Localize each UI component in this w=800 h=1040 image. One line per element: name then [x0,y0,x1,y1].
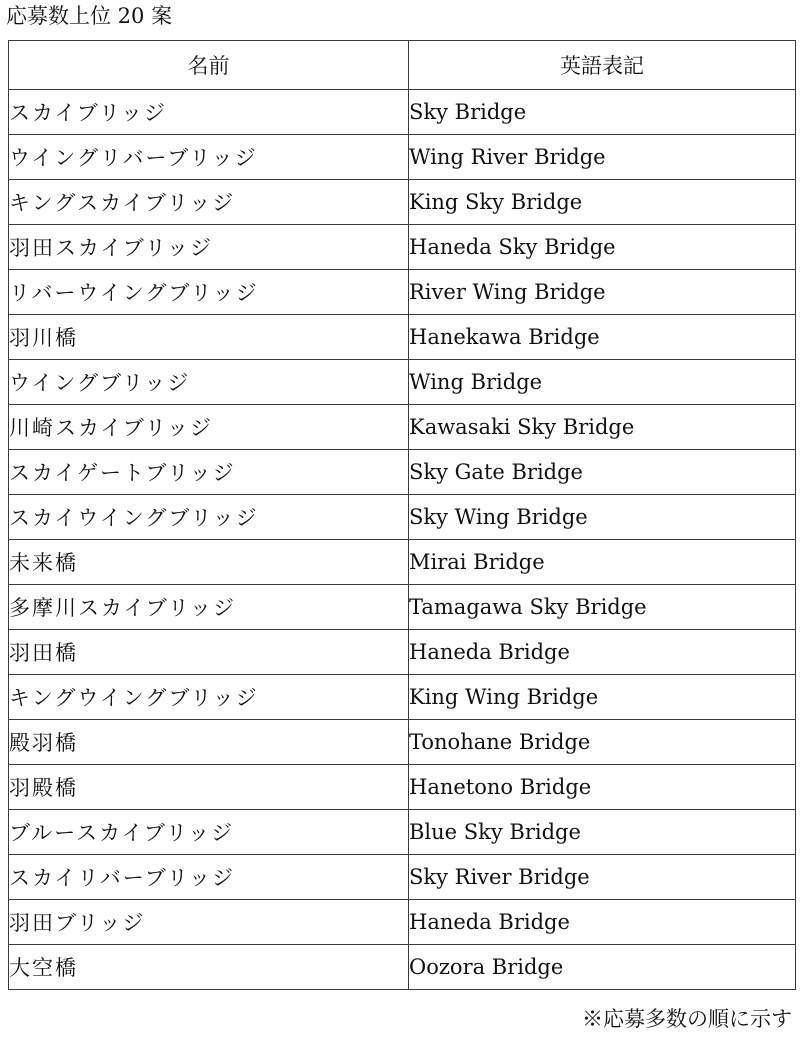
table-row [9,855,796,900]
english-name-cell: Tamagawa Sky Bridge [409,585,796,630]
japanese-name-cell: ウイングリバーブリッジ [9,135,409,180]
japanese-name-cell: 羽田ブリッジ [9,900,409,945]
bridge-names-table [8,40,796,990]
japanese-name-cell: 羽田スカイブリッジ [9,225,409,270]
table-row [9,135,796,180]
table-header-row [9,41,796,90]
table-row [9,495,796,540]
japanese-name-cell: キングスカイブリッジ [9,180,409,225]
table-body [9,90,796,990]
japanese-name-cell: スカイウイングブリッジ [9,495,409,540]
english-name-cell: Sky River Bridge [409,855,796,900]
english-name-cell: River Wing Bridge [409,270,796,315]
table-row [9,630,796,675]
english-name-cell: Sky Gate Bridge [409,450,796,495]
table-row [9,945,796,990]
english-name-cell: Tonohane Bridge [409,720,796,765]
table-row [9,450,796,495]
column-header-english: 英語表記 [409,41,796,90]
english-name-cell: Haneda Bridge [409,900,796,945]
table-row [9,810,796,855]
english-name-cell: Wing River Bridge [409,135,796,180]
table-row [9,540,796,585]
japanese-name-cell: スカイゲートブリッジ [9,450,409,495]
english-name-cell: Blue Sky Bridge [409,810,796,855]
english-name-cell: Haneda Sky Bridge [409,225,796,270]
table-row [9,180,796,225]
japanese-name-cell: リバーウイングブリッジ [9,270,409,315]
table-row [9,405,796,450]
japanese-name-cell: ブルースカイブリッジ [9,810,409,855]
japanese-name-cell: 羽殿橋 [9,765,409,810]
english-name-cell: King Wing Bridge [409,675,796,720]
table-row [9,675,796,720]
japanese-name-cell: キングウイングブリッジ [9,675,409,720]
japanese-name-cell: 多摩川スカイブリッジ [9,585,409,630]
japanese-name-cell: 羽川橋 [9,315,409,360]
english-name-cell: Sky Bridge [409,90,796,135]
english-name-cell: Hanetono Bridge [409,765,796,810]
english-name-cell: Hanekawa Bridge [409,315,796,360]
japanese-name-cell: スカイブリッジ [9,90,409,135]
english-name-cell: Haneda Bridge [409,630,796,675]
footnote: ※応募多数の順に示す [582,1007,792,1031]
table-row [9,270,796,315]
japanese-name-cell: 未来橋 [9,540,409,585]
japanese-name-cell: ウイングブリッジ [9,360,409,405]
japanese-name-cell: 川崎スカイブリッジ [9,405,409,450]
table-row [9,315,796,360]
japanese-name-cell: スカイリバーブリッジ [9,855,409,900]
table-row [9,900,796,945]
english-name-cell: Mirai Bridge [409,540,796,585]
table-caption: 応募数上位 20 案 [6,4,173,28]
english-name-cell: King Sky Bridge [409,180,796,225]
english-name-cell: Kawasaki Sky Bridge [409,405,796,450]
english-name-cell: Sky Wing Bridge [409,495,796,540]
japanese-name-cell: 羽田橋 [9,630,409,675]
table-row [9,720,796,765]
table-row [9,90,796,135]
japanese-name-cell: 殿羽橋 [9,720,409,765]
japanese-name-cell: 大空橋 [9,945,409,990]
table-row [9,225,796,270]
english-name-cell: Wing Bridge [409,360,796,405]
column-header-name: 名前 [9,41,409,90]
table-row [9,585,796,630]
table-row [9,765,796,810]
table-row [9,360,796,405]
english-name-cell: Oozora Bridge [409,945,796,990]
